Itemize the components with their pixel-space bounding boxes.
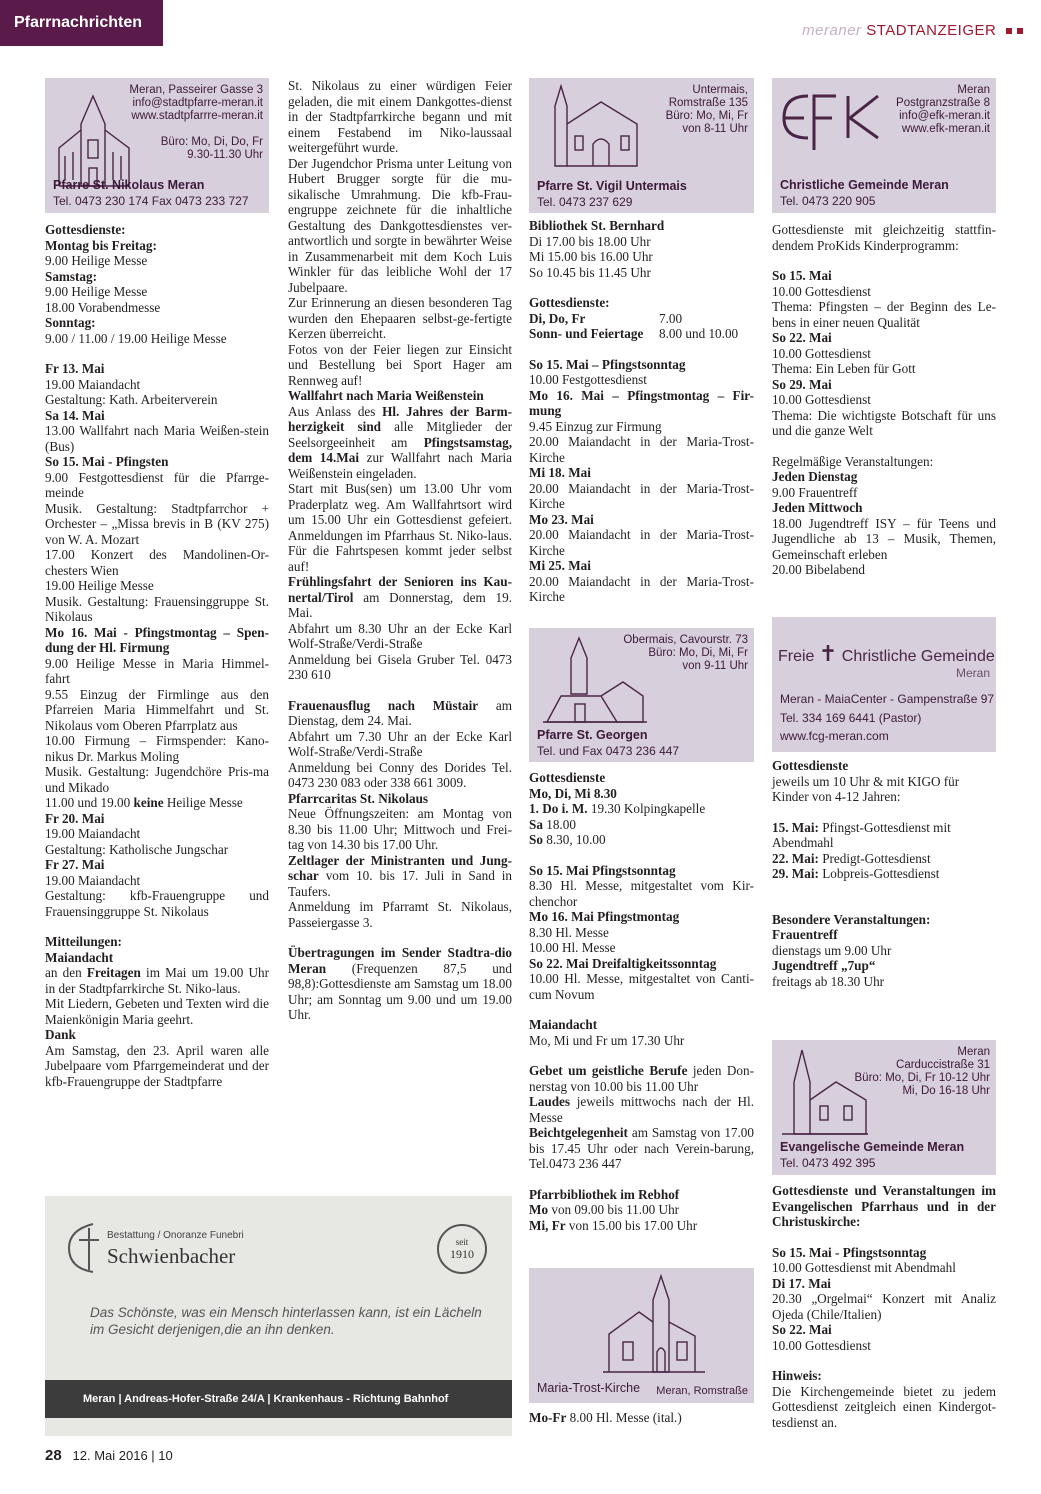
subheading: Fr 27. Mai — [45, 857, 105, 872]
ad-seit-badge: seit 1910 — [437, 1224, 487, 1274]
box-pfarre-georgen — [529, 628, 754, 762]
subheading: So 22. Mai Dreifaltigkeitssonntag — [529, 955, 717, 971]
church-vigil-icon — [541, 82, 641, 170]
text-line: Anmeldung bei Gisela Gruber Tel. 0473 230 610 — [288, 651, 512, 682]
subheading: So 29. Mai — [772, 376, 832, 392]
text-line: Musik. Gestaltung: Jugendchöre Pris-ma und Mikado — [45, 764, 269, 795]
text-line: 9.00 / 11.00 / 19.00 Heilige Messe — [45, 330, 227, 346]
box-fcg-line1: Meran - MaiaCenter - Gampenstraße 97 — [780, 692, 995, 706]
subheading: Montag bis Freitag: — [45, 237, 157, 253]
masthead — [802, 22, 1023, 39]
box-ev-name: Evangelische Gemeinde Meran — [780, 1140, 965, 1154]
spacer — [529, 342, 754, 357]
box-ev-address: Meran Carduccistraße 31 Büro: Mo, Di, Fr 10-12 Uhr Mi, Do 16-18 Uhr — [854, 1046, 990, 1097]
box-efk-address: Meran Postgranzstraße 8 info@efk-meran.it www.efk-meran.it — [896, 84, 990, 135]
text-line: Regelmäßige Veranstaltungen: — [772, 453, 934, 469]
subheading: Besondere Veranstaltungen: — [772, 911, 931, 927]
box-fcg — [772, 617, 996, 752]
text-line: 9.00 Heilige Messe — [45, 284, 148, 299]
spacer — [772, 253, 996, 268]
subheading: Jugendtreff „7up“ — [772, 958, 876, 973]
text-line: 13.00 Wallfahrt nach Maria Weißen-stein (Bus) — [45, 423, 269, 454]
text-line: 17.00 Konzert des Mandolinen-Or-chesters Wien — [45, 547, 269, 578]
spacer — [45, 346, 269, 361]
subheading: Wallfahrt nach Maria Weißenstein — [288, 388, 484, 403]
spacer — [45, 919, 269, 934]
text-line: 10.00 Firmung – Firmspender: Kano-nikus Dr. Markus Moling — [45, 733, 269, 764]
text-line: an den Freitagen im Mai um 19.00 Uhr in der Stadtpfarrkirche St. Niko-laus. — [45, 965, 269, 996]
text-line: Die Kirchengemeinde bietet zu jedem Gottesdienst zeitgleich einen Kindergot-tesdienst an. — [772, 1383, 996, 1430]
church-nikolaus-icon — [53, 90, 133, 190]
subheading: Jeden Dienstag — [772, 469, 858, 484]
text-line: 10.00 Gottesdienst mit Abendmahl — [772, 1260, 956, 1275]
box-pfarre-nikolaus — [45, 78, 269, 213]
box-maria-trost — [529, 1268, 754, 1403]
text-line: 9.00 Festgottesdienst für die Pfarrge-meinde — [45, 469, 269, 500]
text-line: 9.00 Heilige Messe in Maria Himmel-fahrt — [45, 655, 269, 686]
text-line: 20.00 Maiandacht in der Maria-Trost-Kirche — [529, 480, 754, 511]
subheading: Frauentreff — [772, 927, 838, 942]
text-line: 29. Mai: Lobpreis-Gottesdienst — [772, 866, 940, 881]
text-line: 10.00 Gottesdienst — [772, 345, 871, 361]
text-line: Aus Anlass des Hl. Jahres der Barm-herzigkeit sind alle Mitglieder der Seelsorgeeinheit am Pfingstsamstag, dem 14.Mai zur Wallfahrt nach Maria Weißenstein eingeladen. — [288, 403, 513, 481]
text-line: Start mit Bus(sen) um 13.00 Uhr vom Praderplatz weg. Am Wallfahrtsort wird um 15.00 Uhr ein Gottesdienst gefeiert. Anmeldungen im Pfarrhaus St. Niko-laus. Für die Fahrtspesen kommt jeder selbst auf! — [288, 481, 512, 574]
text-line: Sonn- und Feiertage 8.00 und 10.00 — [529, 326, 739, 341]
spacer — [529, 1048, 754, 1063]
subheading: Dank — [45, 1027, 76, 1042]
ad-brand: Schwienbacher — [107, 1244, 236, 1268]
subheading: Fr 13. Mai — [45, 361, 105, 376]
text-line: Neue Öffnungszeiten: am Montag von 8.30 bis 11.00 Uhr; Mittwoch und Frei-tag von 14.30 bis 17.00 Uhr. — [288, 806, 512, 852]
column-3-vigil — [529, 218, 754, 605]
text-line: Musik. Gestaltung: Frauensinggruppe St. Nikolaus — [45, 593, 269, 624]
subheading: Pfarrcaritas St. Nikolaus — [288, 790, 429, 806]
page-footer — [45, 1447, 173, 1464]
text-line: Sa 18.00 — [529, 816, 576, 832]
box-georgen-name: Pfarre St. Georgen — [537, 728, 648, 742]
text-line: jeweils um 10 Uhr & mit KIGO für Kinder von 4-12 Jahren: — [772, 773, 960, 804]
text-line: 19.00 Maiandacht — [45, 376, 141, 392]
masthead-square-icon — [1017, 28, 1023, 34]
text-line: 10.00 Festgottesdienst — [529, 372, 647, 387]
subheading: Maiandacht — [45, 949, 114, 965]
spacer — [772, 1353, 996, 1368]
text-line: Abfahrt um 8.30 Uhr an der Ecke Karl Wolf-Straße/Verdi-Straße — [288, 620, 512, 651]
text-line: Thema: Pfingsten – der Beginn des Le-bens in einer neuen Qualität — [772, 299, 996, 330]
advertisement-schwienbacher — [45, 1196, 512, 1436]
cross-icon: ✝ — [818, 641, 838, 666]
subheading: Fr 20. Mai — [45, 810, 105, 826]
text-line: 9.45 Einzug zur Firmung — [529, 418, 662, 434]
cross-icon — [63, 1220, 107, 1276]
text-line: 11.00 und 19.00 keine Heilige Messe — [45, 795, 243, 810]
column-3-trost — [529, 1410, 754, 1426]
subheading: Mo 16. Mai – Pfingstmontag – Fir-mung — [529, 387, 754, 418]
text-line: Mo von 09.00 bis 11.00 Uhr — [529, 1202, 680, 1217]
text-line: Fotos von der Feier liegen zur Einsicht und Bestellung bei Sport Hager am Rennweg auf! — [288, 341, 512, 388]
spacer — [529, 1002, 754, 1017]
box-fcg-line3: www.fcg-meran.com — [780, 729, 889, 743]
box-vigil-address: Untermais, Romstraße 135 Büro: Mo, Mi, Fr von 8-11 Uhr — [665, 84, 748, 135]
subheading: Pfarrbibliothek im Rebhof — [529, 1186, 680, 1202]
box-vigil-name: Pfarre St. Vigil Untermais — [537, 179, 687, 193]
box-georgen-address: Obermais, Cavourstr. 73 Büro: Mo, Di, Mi, Fr von 9-11 Uhr — [623, 634, 748, 672]
text-line: 10.00 Gottesdienst — [772, 1337, 871, 1353]
text-line: Mi 15.00 bis 16.00 Uhr — [529, 249, 653, 264]
issue-date: 12. Mai 2016 | 10 — [72, 1448, 173, 1463]
spacer — [772, 882, 996, 897]
text-line: 20.00 Bibelabend — [772, 562, 866, 577]
text-line: Thema: Die wichtigste Botschaft für uns und die ganze Welt — [772, 407, 996, 438]
text-line: freitags ab 18.30 Uhr — [772, 973, 885, 989]
text-line: So 8.30, 10.00 — [529, 832, 606, 847]
subheading: Gottesdienste — [772, 758, 849, 773]
subheading: Mo 16. Mai Pfingstmontag — [529, 909, 680, 924]
spacer — [288, 683, 512, 698]
text-line: 1. Do i. M. 19.30 Kolpingkapelle — [529, 801, 706, 816]
subheading: Gottesdienste — [529, 770, 606, 785]
box-trost-place: Meran, Romstraße — [656, 1385, 748, 1397]
subheading: Samstag: — [45, 268, 98, 284]
text-line: Gestaltung: Kath. Arbeiterverein — [45, 392, 218, 407]
text-line: Abfahrt um 7.30 Uhr an der Ecke Karl Wolf-Straße/Verdi-Straße — [288, 728, 512, 759]
subheading: So 15. Mai Pfingstsonntag — [529, 862, 676, 878]
subheading: Gottesdienste und Veranstaltungen im Evangelischen Pfarrhaus und in der Christuskirche: — [772, 1183, 996, 1229]
subheading: Mo, Di, Mi 8.30 — [529, 785, 617, 801]
text-line: Übertragungen im Sender Stadtra-dio Meran (Frequenzen 87,5 und 98,8):Gottesdienste am Samstag um 18.00 Uhr; am Sonntag um 9.00 und um 19.00 Uhr. — [288, 945, 512, 1022]
church-maria-trost-icon — [599, 1272, 709, 1380]
subheading: Maiandacht — [529, 1017, 598, 1032]
text-line: 19.00 Maiandacht — [45, 872, 141, 888]
box-trost-name: Maria-Trost-Kirche — [537, 1381, 641, 1395]
section-tag: Pfarrnachrichten — [0, 0, 163, 46]
subheading: So 15. Mai — [772, 268, 832, 283]
text-line: Anmeldung im Pfarramt St. Nikolaus, Passeiergasse 3. — [288, 899, 512, 930]
spacer — [772, 439, 996, 454]
subheading: So 22. Mai — [772, 1322, 832, 1337]
text-line: 19.00 Maiandacht — [45, 826, 141, 841]
text-line: 9.55 Einzug der Firmlinge aus den Pfarreien Maria Himmelfahrt und St. Nikolaus vom Oberen Pfarrplatz aus — [45, 686, 269, 733]
column-3-georgen — [529, 770, 754, 1233]
text-line: 22. Mai: Predigt-Gottesdienst — [772, 850, 931, 866]
text-line: Zeltlager der Ministranten und Jung-schar vom 10. bis 17. Juli in Sand in Taufers. — [288, 852, 512, 899]
text-line: 8.30 Hl. Messe, mitgestaltet vom Kir-chenchor — [529, 878, 754, 909]
text-line: Gestaltung: kfb-Frauengruppe und Frauensinggruppe St. Nikolaus — [45, 888, 269, 919]
box-efk-tel: Tel. 0473 220 905 — [780, 194, 876, 208]
text-line: So 10.45 bis 11.45 Uhr — [529, 264, 651, 280]
box-nikolaus-address: Meran, Passeirer Gasse 3 info@stadtpfarre-meran.it www.stadtpfarrre-meran.it Büro: Mo, Di, Do, Fr 9.30-11.30 Uhr — [129, 84, 263, 161]
text-line: 20.00 Maiandacht in der Maria-Trost-Kirche — [529, 573, 754, 604]
text-line: Der Jugendchor Prisma unter Leitung von Hubert Brugger sorgte für die mu-sikalische Umrahmung. Die kfb-Frau-engruppe zeichnete für die inhaltliche Gestaltung des Dankgottesdienstes ver-antwortlich und sorgte in bewährter Weise in Zusammenarbeit mit dem Koch Luis Winkler für das leibliche Wohl der 17 Jubelpaare. — [288, 155, 512, 295]
ad-address-bar: Meran | Andreas-Hofer-Straße 24/A | Krankenhaus - Richtung Bahnhof — [45, 1380, 512, 1418]
subheading: So 22. Mai — [772, 330, 832, 345]
text-line: Thema: Ein Leben für Gott — [772, 361, 916, 376]
masthead-meraner: meraner — [802, 22, 862, 39]
text-line: Frühlingsfahrt der Senioren ins Kau-nertal/Tirol am Donnerstag, dem 19. Mai. — [288, 574, 512, 620]
subheading: Jeden Mittwoch — [772, 500, 863, 515]
text-line: 20.00 Maiandacht in der Maria-Trost-Kirche — [529, 527, 754, 558]
text-line: Am Samstag, den 23. April waren alle Jubelpaare vom Pfarrgemeinderat und der kfb-Frauengruppe der Stadtpfarre — [45, 1042, 269, 1089]
text-line: 18.00 Jugendtreff ISY – für Teens und Jugendliche ab 13 – Musik, Themen, Gemeinschaft erleben — [772, 515, 996, 562]
text-line: Mo-Fr 8.00 Hl. Messe (ital.) — [529, 1410, 682, 1425]
spacer — [529, 848, 754, 863]
subheading: So 15. Mai - Pfingsten — [45, 454, 169, 469]
spacer — [772, 1230, 996, 1245]
subheading: Sa 14. Mai — [45, 407, 105, 423]
box-nikolaus-name: Pfarre St. Nikolaus Meran — [53, 178, 205, 192]
subheading: Mo 16. Mai - Pfingstmontag – Spen-dung der Hl. Firmung — [45, 624, 269, 655]
box-georgen-tel: Tel. und Fax 0473 236 447 — [537, 744, 680, 758]
text-line: Laudes jeweils mittwochs nach der Hl. Messe — [529, 1094, 754, 1125]
spacer — [529, 280, 754, 295]
subheading: Mi 18. Mai — [529, 465, 591, 480]
text-line: Musik. Gestaltung: Stadtpfarrchor + Orchester – „Missa brevis in B (KV 275) von W. A. Mozart — [45, 500, 269, 547]
subheading: Hinweis: — [772, 1368, 822, 1383]
text-line: Zur Erinnerung an diesen besonderen Tag wurden den Ehepaaren selbst-ge-fertigte Kerzen überreicht. — [288, 295, 512, 341]
box-pfarre-vigil — [529, 78, 754, 213]
text-line: 10.00 Gottesdienst — [772, 392, 871, 407]
text-line: Mit Liedern, Gebeten und Texten wird die Maienkönigin Maria geehrt. — [45, 996, 269, 1027]
box-vigil-tel: Tel. 0473 237 629 — [537, 195, 633, 209]
subheading: Di 17. Mai — [772, 1275, 831, 1291]
text-line: 10.00 Hl. Messe, mitgestaltet von Canti-cum Novum — [529, 971, 754, 1002]
subheading: Bibliothek St. Bernhard — [529, 218, 665, 233]
page-number: 28 — [45, 1447, 62, 1464]
subheading: Gottesdienste: — [529, 295, 610, 310]
text-line: Mi, Fr von 15.00 bis 17.00 Uhr — [529, 1217, 698, 1233]
box-nikolaus-tel: Tel. 0473 230 174 Fax 0473 233 727 — [53, 194, 249, 208]
box-evangelisch — [772, 1040, 996, 1175]
box-ev-tel: Tel. 0473 492 395 — [780, 1156, 876, 1170]
spacer — [772, 805, 996, 820]
text-line: dienstags um 9.00 Uhr — [772, 942, 892, 958]
spacer — [529, 1172, 754, 1187]
text-line: St. Nikolaus zu einer würdigen Feier geladen, die mit einem Dankgottes-dienst in der Stadtpfarrkirche begann und mit einem Festabend im Niko-laussaal weitergeführt wurde. — [288, 78, 512, 155]
text-line: Gebet um geistliche Berufe jeden Don-nerstag von 10.00 bis 11.00 Uhr — [529, 1063, 754, 1094]
subheading: Mo 23. Mai — [529, 511, 594, 527]
column-1 — [45, 222, 269, 1089]
box-fcg-line2: Tel. 334 169 6441 (Pastor) — [780, 711, 922, 725]
subheading: Mi 25. Mai — [529, 558, 591, 573]
ad-subtitle: Bestattung / Onoranze Funebri — [107, 1230, 244, 1241]
text-line: 10.00 Hl. Messe — [529, 940, 616, 955]
subheading: Mitteilungen: — [45, 934, 122, 949]
text-line: 8.30 Hl. Messe — [529, 924, 609, 940]
ad-quote: Das Schönste, was ein Mensch hinterlassen kann, ist ein Lächeln im Gesicht derjenigen,die an ihn denken. — [90, 1305, 482, 1337]
subheading: Gottesdienste: — [45, 222, 126, 237]
text-line: Gestaltung: Katholische Jungschar — [45, 841, 229, 857]
box-efk — [772, 78, 996, 213]
subheading: So 15. Mai - Pfingstsonntag — [772, 1244, 927, 1260]
masthead-square-icon — [1006, 28, 1012, 34]
spacer — [288, 930, 512, 945]
text-line: Frauenausflug nach Müstair am Dienstag, dem 24. Mai. — [288, 697, 512, 728]
text-line: 19.00 Heilige Messe — [45, 578, 154, 593]
text-line: Gottesdienste mit gleichzeitig stattfin-dendem ProKids Kinderprogramm: — [772, 222, 996, 253]
efk-logo-icon — [778, 86, 888, 156]
spacer — [772, 897, 996, 912]
text-line: Di 17.00 bis 18.00 Uhr — [529, 233, 651, 249]
column-4-evangelisch — [772, 1183, 996, 1430]
fcg-logo: Freie ✝ Christliche Gemeinde — [778, 641, 995, 666]
box-efk-name: Christliche Gemeinde Meran — [780, 178, 949, 192]
text-line: 10.00 Gottesdienst — [772, 283, 871, 299]
masthead-stadtanzeiger: STADTANZEIGER — [866, 22, 997, 39]
text-line: Beichtgelegenheit am Samstag von 17.00 bis 17.45 Uhr oder nach Verein-barung, Tel.0473 236 447 — [529, 1125, 754, 1171]
subheading: So 15. Mai – Pfingstsonntag — [529, 356, 686, 372]
text-line: Anmeldung bei Conny des Dorides Tel. 0473 230 083 oder 338 661 3009. — [288, 759, 512, 790]
text-line: 15. Mai: Pfingst-Gottesdienst mit Abendmahl — [772, 819, 951, 850]
text-line: 18.00 Vorabendmesse — [45, 299, 161, 315]
text-line: 9.00 Frauentreff — [772, 484, 858, 500]
text-line: Mo, Mi und Fr um 17.30 Uhr — [529, 1032, 685, 1048]
text-line: Di, Do, Fr 7.00 — [529, 310, 683, 326]
fcg-logo-city: Meran — [955, 666, 990, 680]
column-4-efk — [772, 222, 996, 578]
text-line: 20.00 Maiandacht in der Maria-Trost-Kirche — [529, 434, 754, 465]
text-line: 9.00 Heilige Messe — [45, 253, 148, 268]
column-4-fcg — [772, 758, 996, 989]
column-2 — [288, 78, 512, 1023]
subheading: Sonntag: — [45, 315, 96, 330]
text-line: 20.30 „Orgelmai“ Konzert mit Analiz Ojeda (Chile/Italien) — [772, 1291, 996, 1322]
